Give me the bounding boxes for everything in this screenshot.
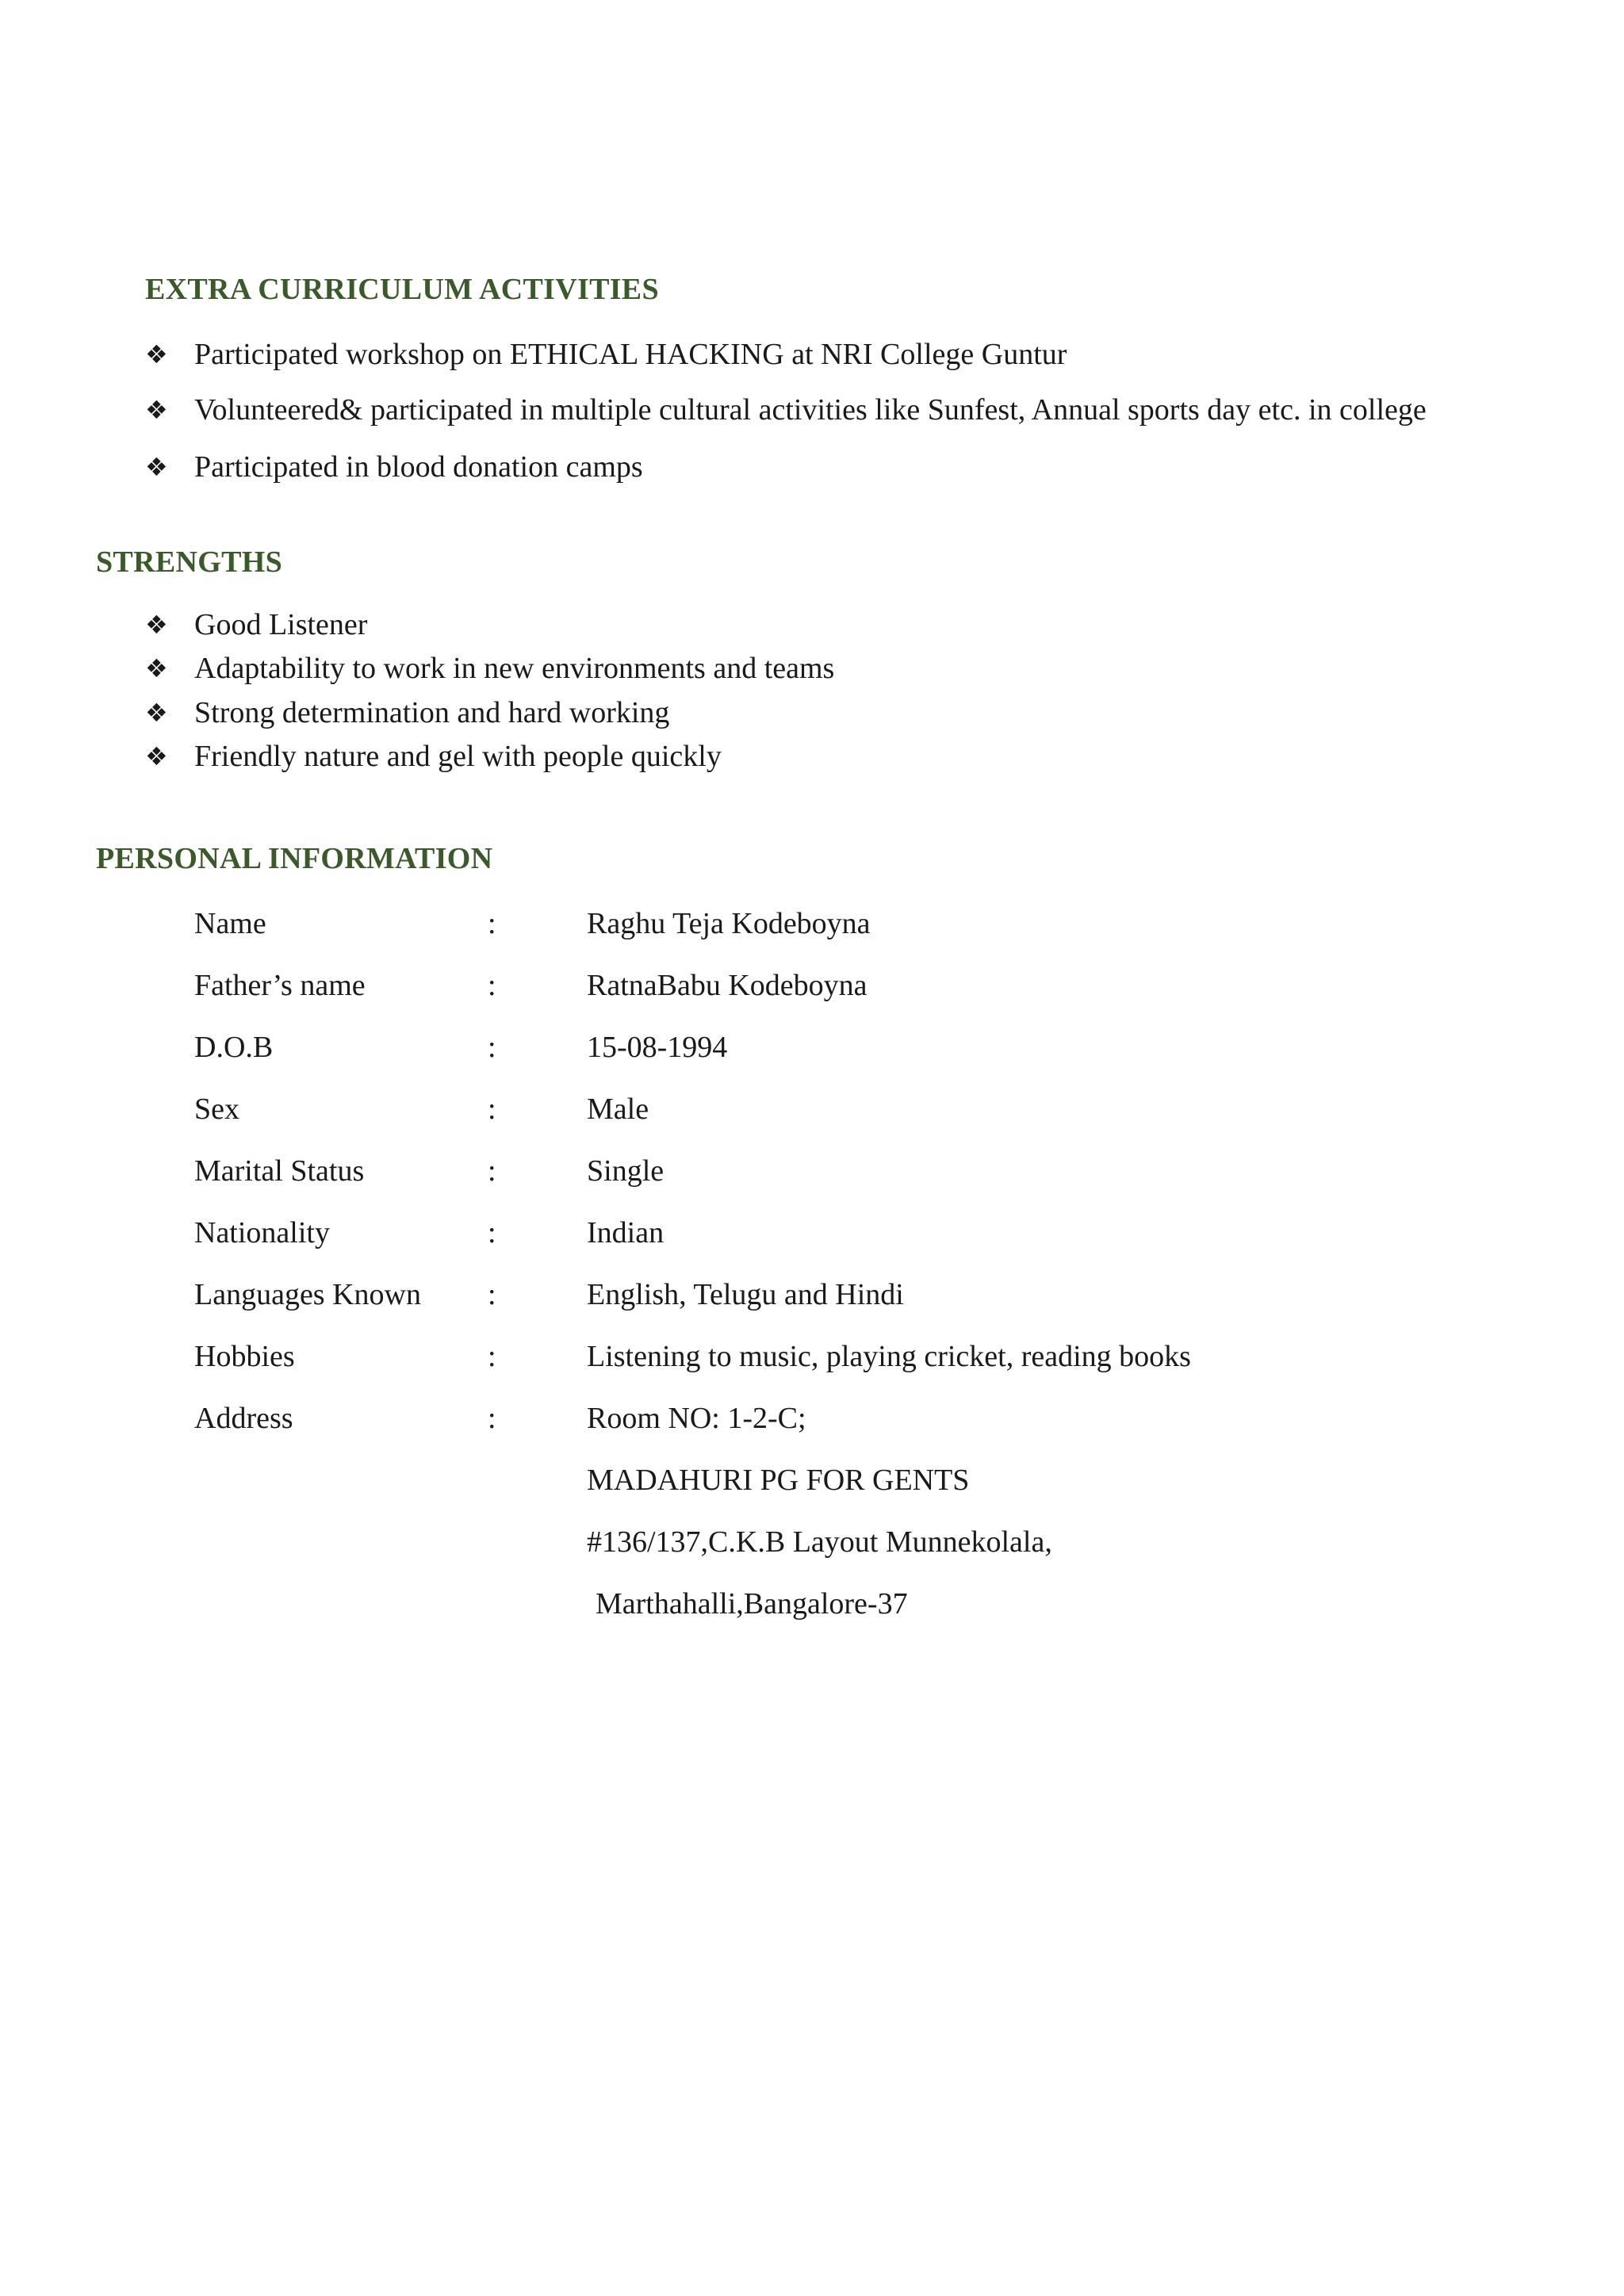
info-label: Address [194, 1402, 293, 1435]
list-item [145, 392, 1427, 428]
info-value: Room NO: 1-2-C; [587, 1402, 806, 1435]
list-item [145, 449, 643, 485]
info-label: Sex [194, 1093, 239, 1126]
list-item-text: Friendly nature and gel with people quickly [194, 740, 722, 773]
four-diamond-bullet-icon: ❖ [145, 653, 168, 683]
address-line: MADAHURI PG FOR GENTS [587, 1464, 970, 1497]
info-separator: : [488, 969, 496, 1002]
list-item [145, 336, 1067, 373]
four-diamond-bullet-icon: ❖ [145, 741, 168, 771]
info-value: Single [587, 1154, 665, 1188]
list-item [145, 738, 722, 775]
info-label: Father’s name [194, 969, 366, 1002]
info-separator: : [488, 1093, 496, 1126]
list-item-text: Strong determination and hard working [194, 696, 670, 729]
extra-curricular-heading: EXTRA CURRICULUM ACTIVITIES [145, 273, 659, 306]
strengths-heading: STRENGTHS [96, 545, 283, 579]
list-item [145, 607, 367, 643]
four-diamond-bullet-icon: ❖ [145, 610, 168, 640]
list-item [145, 695, 669, 731]
info-value: Listening to music, playing cricket, reading books [587, 1340, 1191, 1373]
list-item-text: Adaptability to work in new environments and teams [194, 652, 835, 685]
info-value: English, Telugu and Hindi [587, 1278, 904, 1311]
info-label: Languages Known [194, 1278, 421, 1311]
info-label: Hobbies [194, 1340, 295, 1373]
info-separator: : [488, 1278, 496, 1311]
address-line: Marthahalli,Bangalore-37 [596, 1587, 908, 1621]
info-label: Name [194, 907, 266, 940]
list-item-text: Volunteered& participated in multiple cultural activities like Sunfest, Annual sports day etc. in college [194, 393, 1427, 427]
info-value: Indian [587, 1216, 665, 1249]
four-diamond-bullet-icon: ❖ [145, 395, 168, 425]
list-item [145, 650, 834, 687]
list-item-text: Participated in blood donation camps [194, 450, 643, 484]
four-diamond-bullet-icon: ❖ [145, 339, 168, 369]
info-separator: : [488, 1340, 496, 1373]
info-label: D.O.B [194, 1031, 274, 1064]
info-value: RatnaBabu Kodeboyna [587, 969, 868, 1002]
info-separator: : [488, 1402, 496, 1435]
info-separator: : [488, 1031, 496, 1064]
info-value: Male [587, 1093, 649, 1126]
list-item-text: Participated workshop on ETHICAL HACKING at NRI College Guntur [194, 338, 1067, 371]
info-separator: : [488, 1154, 496, 1188]
info-value: 15-08-1994 [587, 1031, 728, 1064]
info-separator: : [488, 1216, 496, 1249]
info-label: Marital Status [194, 1154, 365, 1188]
info-label: Nationality [194, 1216, 330, 1249]
list-item-text: Good Listener [194, 608, 368, 641]
four-diamond-bullet-icon: ❖ [145, 698, 168, 728]
info-separator: : [488, 907, 496, 940]
personal-info-heading: PERSONAL INFORMATION [96, 842, 493, 875]
address-line: #136/137,C.K.B Layout Munnekolala, [587, 1525, 1052, 1559]
four-diamond-bullet-icon: ❖ [145, 452, 168, 482]
info-value: Raghu Teja Kodeboyna [587, 907, 871, 940]
